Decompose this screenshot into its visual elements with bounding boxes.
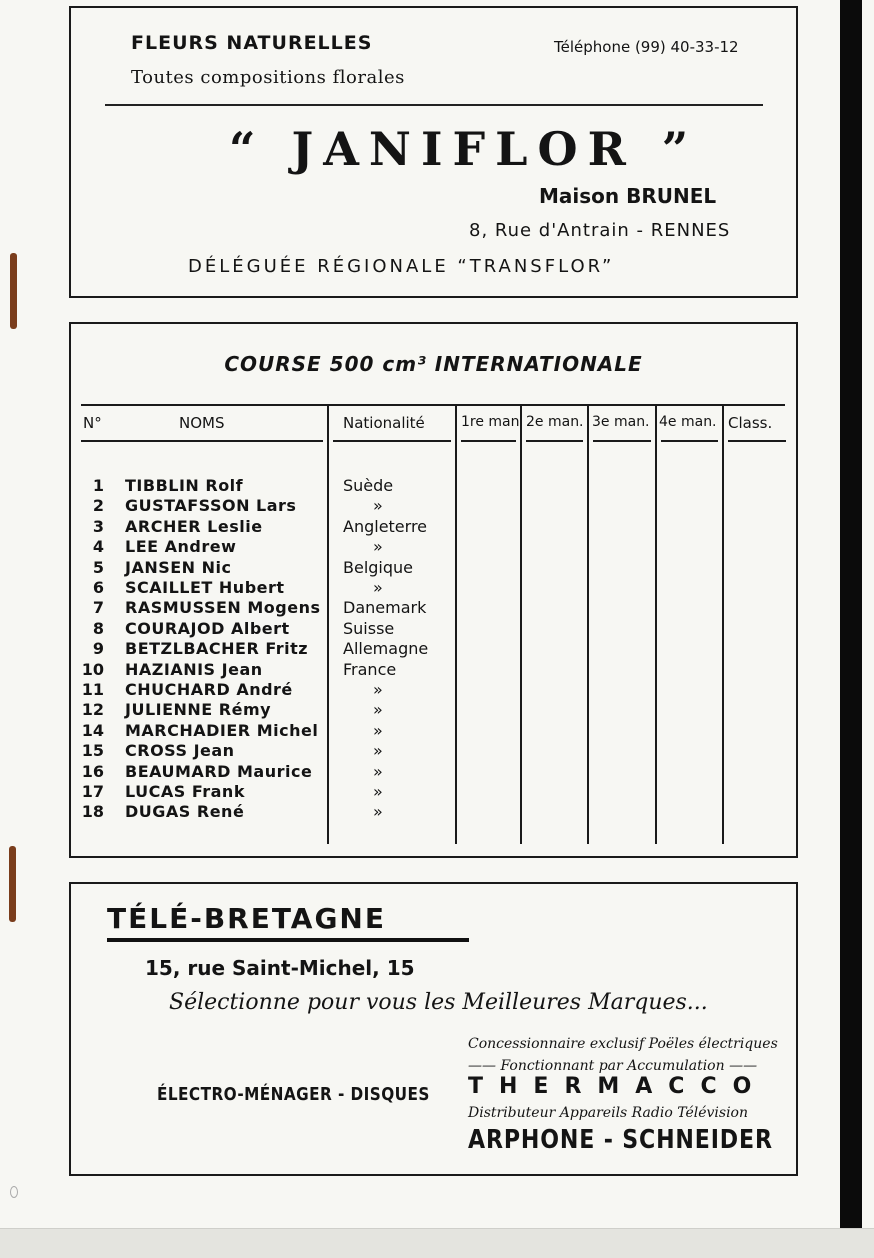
rider-number: 9 — [92, 639, 104, 659]
header-manche-2: 2e man. — [526, 414, 584, 430]
header-nationalite: Nationalité — [343, 414, 425, 432]
header-underline — [728, 440, 786, 442]
rider-name: CHUCHARD André — [125, 680, 293, 699]
slogan: Sélectionne pour vous les Meilleures Marques... — [169, 990, 708, 1015]
rider-name: COURAJOD Albert — [125, 618, 290, 638]
accumulation-text: —— Fonctionnant par Accumulation —— — [468, 1058, 758, 1074]
rider-name: LEE Andrew — [125, 537, 237, 557]
header-no: N° — [83, 414, 102, 432]
table-row — [71, 496, 796, 516]
maison-brunel: Maison BRUNEL — [539, 184, 717, 208]
rider-number: 7 — [92, 598, 104, 618]
rider-nationality: Suède — [343, 476, 394, 495]
header-noms: NOMS — [179, 414, 225, 432]
logo-underline — [107, 938, 469, 942]
rider-name: BETZLBACHER Fritz — [125, 639, 309, 659]
page-bottom-margin — [0, 1228, 874, 1258]
table-row — [71, 762, 796, 782]
thermacco-brand: THERMACCO — [468, 1074, 768, 1099]
rider-name: BEAUMARD Maurice — [125, 761, 313, 781]
table-row — [71, 598, 796, 618]
header-underline — [461, 440, 516, 442]
rider-number: 6 — [92, 578, 104, 597]
rider-number: 15 — [81, 741, 104, 761]
table-row — [71, 680, 796, 700]
header-underline — [593, 440, 651, 442]
rider-number: 11 — [81, 680, 104, 699]
table-row — [71, 802, 796, 822]
fleurs-naturelles-heading: FLEURS NATURELLES — [131, 32, 373, 54]
rider-name: MARCHADIER Michel — [125, 720, 319, 740]
header-underline — [526, 440, 583, 442]
divider-line — [105, 104, 763, 106]
table-row — [71, 721, 796, 741]
telephone-number: Téléphone (99) 40-33-12 — [554, 38, 739, 56]
distributeur-text: Distributeur Appareils Radio Télévision — [468, 1105, 748, 1121]
header-manche-1: 1re man — [461, 414, 520, 430]
table-row — [71, 476, 796, 496]
janiflor-advertisement — [69, 6, 798, 298]
rider-name: RASMUSSEN Mogens — [125, 598, 321, 618]
rider-name: GUSTAFSSON Lars — [125, 496, 297, 516]
rider-nationality: » — [373, 720, 383, 740]
rider-number: 14 — [81, 720, 104, 740]
rider-number: 8 — [92, 618, 104, 638]
header-underline — [333, 440, 451, 442]
rider-name: CROSS Jean — [125, 741, 235, 761]
rider-nationality: Belgique — [343, 557, 414, 577]
tele-bretagne-logo: TÉLÉ-BRETAGNE — [107, 902, 386, 935]
binding-staple-bottom — [9, 846, 16, 922]
rider-nationality: » — [373, 496, 383, 516]
rider-nationality: Angleterre — [343, 516, 428, 536]
rider-nationality: » — [373, 741, 383, 761]
rider-nationality: » — [373, 578, 383, 597]
rider-nationality: Suisse — [343, 618, 395, 638]
table-row — [71, 782, 796, 802]
rider-number: 16 — [81, 761, 104, 781]
rider-name: JANSEN Nic — [125, 557, 232, 577]
rider-nationality: » — [373, 802, 383, 822]
table-row — [71, 558, 796, 578]
rider-number: 4 — [92, 537, 104, 557]
rider-number: 17 — [81, 782, 104, 801]
rider-name: DUGAS René — [125, 802, 245, 822]
course-title: COURSE 500 cm³ INTERNATIONALE — [224, 352, 643, 376]
binding-staple-top — [10, 253, 17, 329]
concession-text: Concessionnaire exclusif Poëles électriques — [468, 1036, 778, 1052]
shop-address: 8, Rue d'Antrain - RENNES — [469, 220, 731, 241]
rider-number: 10 — [81, 659, 104, 679]
rider-name: LUCAS Frank — [125, 782, 245, 801]
rider-nationality: » — [373, 700, 383, 720]
rider-number: 5 — [92, 557, 104, 577]
electro-menager-text: ÉLECTRO-MÉNAGER - DISQUES — [157, 1084, 430, 1105]
header-underline — [81, 440, 323, 442]
paper-speck — [10, 1186, 18, 1198]
rider-name: JULIENNE Rémy — [125, 700, 272, 720]
deleguee-regionale: DÉLÉGUÉE RÉGIONALE “TRANSFLOR” — [188, 256, 615, 277]
rider-name: SCAILLET Hubert — [125, 578, 285, 597]
rider-nationality: Allemagne — [343, 639, 429, 659]
rider-number: 3 — [92, 516, 104, 536]
rider-name: HAZIANIS Jean — [125, 659, 263, 679]
table-row — [71, 578, 796, 598]
race-entry-table — [69, 322, 798, 858]
rider-number: 18 — [81, 802, 104, 822]
table-row — [71, 517, 796, 537]
rider-nationality: Danemark — [343, 598, 427, 618]
rider-nationality: » — [373, 761, 383, 781]
header-top-rule — [81, 404, 785, 406]
rider-number: 12 — [81, 700, 104, 720]
rider-number: 2 — [92, 496, 104, 516]
rider-nationality: » — [373, 680, 383, 699]
arphone-schneider-brand: ARPHONE - SCHNEIDER — [468, 1125, 773, 1155]
rider-nationality: » — [373, 782, 383, 801]
table-row — [71, 741, 796, 761]
rider-nationality: » — [373, 537, 383, 557]
header-classement: Class. — [728, 414, 773, 432]
page-edge-shadow — [840, 0, 862, 1228]
table-row — [71, 619, 796, 639]
rider-number: 1 — [92, 476, 104, 495]
header-underline — [661, 440, 718, 442]
rider-name: ARCHER Leslie — [125, 516, 263, 536]
table-row — [71, 639, 796, 659]
tagline: Toutes compositions florales — [131, 67, 405, 88]
header-manche-3: 3e man. — [592, 414, 650, 430]
table-row — [71, 537, 796, 557]
rider-nationality: France — [343, 659, 397, 679]
store-address: 15, rue Saint-Michel, 15 — [145, 956, 415, 980]
tele-bretagne-advertisement — [69, 882, 798, 1176]
table-row — [71, 660, 796, 680]
header-manche-4: 4e man. — [659, 414, 717, 430]
janiflor-brand: “ JANIFLOR ” — [229, 122, 699, 176]
table-row — [71, 700, 796, 720]
rider-name: TIBBLIN Rolf — [125, 476, 244, 495]
